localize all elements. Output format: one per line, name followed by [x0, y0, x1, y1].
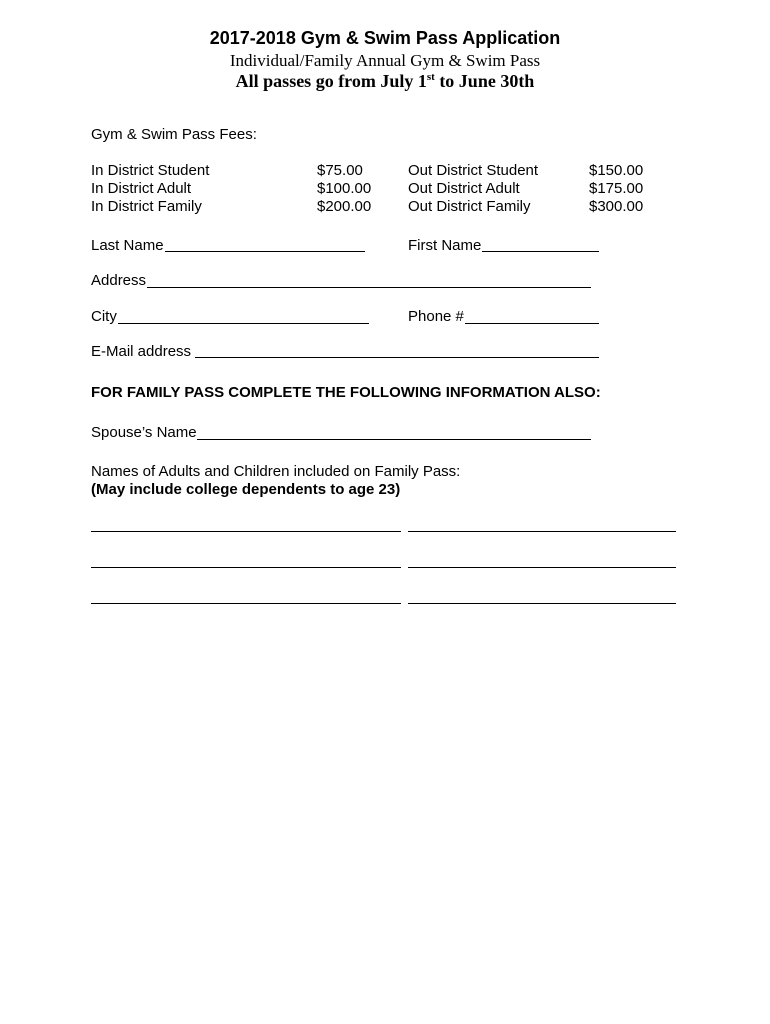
family-member-field-6[interactable] [408, 603, 676, 604]
phone-label: Phone # [408, 308, 464, 325]
fee-label-out-district-family: Out District Family [408, 198, 531, 215]
family-member-field-5[interactable] [91, 603, 401, 604]
pass-period-end: to June 30th [434, 71, 535, 91]
pass-period-superscript: st [426, 71, 435, 83]
fee-price-out-district-adult: $175.00 [589, 180, 644, 197]
family-names-label: Names of Adults and Children included on Family Pass: [91, 463, 461, 480]
page-title: 2017-2018 Gym & Swim Pass Application [209, 28, 561, 48]
fee-price-out-district-family: $300.00 [589, 198, 644, 215]
family-section-heading: FOR FAMILY PASS COMPLETE THE FOLLOWING INFORMATION ALSO: [91, 384, 601, 401]
first-name-field[interactable] [482, 251, 599, 252]
spouse-name-label: Spouse’s Name [91, 424, 197, 441]
page-subtitle: Individual/Family Annual Gym & Swim Pass [229, 51, 541, 70]
fee-label-in-district-family: In District Family [91, 198, 202, 215]
fee-price-in-district-student: $75.00 [317, 162, 363, 179]
email-label: E-Mail address [91, 343, 192, 360]
family-member-field-1[interactable] [91, 531, 401, 532]
pass-period-note [0, 71, 770, 92]
fee-price-out-district-student: $150.00 [589, 162, 644, 179]
fees-heading: Gym & Swim Pass Fees: [91, 126, 257, 143]
email-field[interactable] [195, 357, 599, 358]
fee-label-in-district-adult: In District Adult [91, 180, 192, 197]
fee-label-out-district-adult: Out District Adult [408, 180, 520, 197]
first-name-label: First Name [408, 237, 482, 254]
phone-field[interactable] [465, 323, 599, 324]
fee-label-in-district-student: In District Student [91, 162, 210, 179]
city-field[interactable] [118, 323, 369, 324]
city-label: City [91, 308, 117, 325]
fee-price-in-district-adult: $100.00 [317, 180, 372, 197]
family-member-field-3[interactable] [91, 567, 401, 568]
spouse-name-field[interactable] [197, 439, 591, 440]
address-field[interactable] [147, 287, 591, 288]
family-member-field-2[interactable] [408, 531, 676, 532]
pass-period-text: All passes go from July 1 [235, 71, 427, 91]
fee-price-in-district-family: $200.00 [317, 198, 372, 215]
fee-label-out-district-student: Out District Student [408, 162, 539, 179]
family-member-field-4[interactable] [408, 567, 676, 568]
last-name-field[interactable] [165, 251, 365, 252]
family-names-note: (May include college dependents to age 23) [91, 481, 401, 498]
address-label: Address [91, 272, 147, 289]
last-name-label: Last Name [91, 237, 164, 254]
